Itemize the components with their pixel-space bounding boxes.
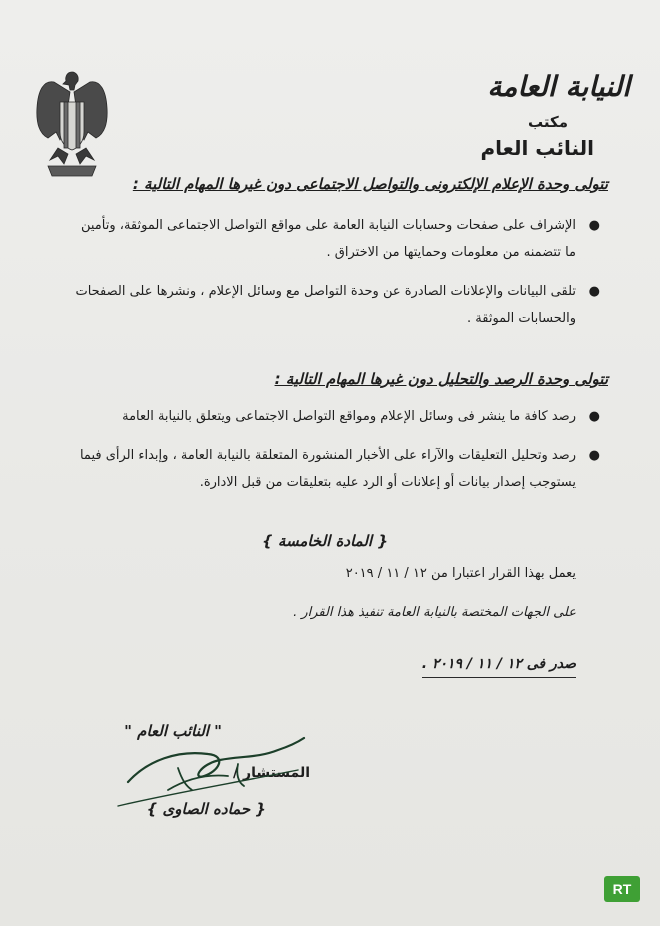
signature-rank: المستشار / (233, 765, 310, 781)
egypt-eagle-icon (34, 68, 110, 180)
bullet-icon: ● (588, 218, 600, 233)
bullet-icon: ● (588, 409, 600, 424)
header-prosecutor: النائب العام (480, 136, 594, 160)
section2-heading: تتولى وحدة الرصد والتحليل دون غيرها المهام التالية : (274, 370, 608, 388)
list-item (66, 212, 600, 266)
list-item-text: تلقى البيانات والإعلانات الصادرة عن وحدة التواصل مع وسائل الإعلام ، ونشرها على الصفحات والحسابات الموثقة . (75, 284, 576, 326)
article-title: { المادة الخامسة } (262, 532, 388, 550)
list-item (66, 442, 600, 496)
article-effective: يعمل بهذا القرار اعتبارا من ١٢ / ١١ / ٢٠١٩ (345, 566, 576, 581)
bullet-icon: ● (588, 448, 600, 463)
list-item (66, 403, 600, 430)
list-item (66, 278, 600, 332)
list-item-text: رصد وتحليل التعليقات والآراء على الأخبار المنشورة المتعلقة بالنيابة العامة ، وإبداء الرأى فيما يستوجب إصدار بيانات أو إعلانات أو الرد عليه بتعليقات من قبل الادارة. (79, 448, 576, 490)
section2-list (66, 403, 600, 508)
bullet-icon: ● (588, 284, 600, 299)
list-item-text: الإشراف على صفحات وحسابات النيابة العامة على مواقع التواصل الاجتماعى الموثقة، وتأمين ما تتضمنه من معلومات وحمايتها من الاختراق . (80, 218, 576, 260)
rt-logo: RT (604, 876, 640, 902)
issued-date: صدر فى ١٢ / ١١ / ٢٠١٩ . (422, 656, 576, 678)
handwritten-signature (108, 720, 308, 810)
header-title: النيابة العامة (487, 70, 630, 103)
article-execution: على الجهات المختصة بالنيابة العامة تنفيذ هذا القرار . (293, 605, 576, 620)
header-office: مكتب (527, 113, 568, 131)
signature-name: { حماده الصاوى } (146, 800, 266, 818)
list-item-text: رصد كافة ما ينشر فى وسائل الإعلام ومواقع التواصل الاجتماعى ويتعلق بالنيابة العامة (122, 409, 576, 424)
signature-title: " النائب العام " (124, 722, 222, 740)
section1-list (66, 212, 600, 344)
section1-heading: تتولى وحدة الإعلام الإلكترونى والتواصل الاجتماعى دون غيرها المهام التالية : (132, 175, 608, 193)
